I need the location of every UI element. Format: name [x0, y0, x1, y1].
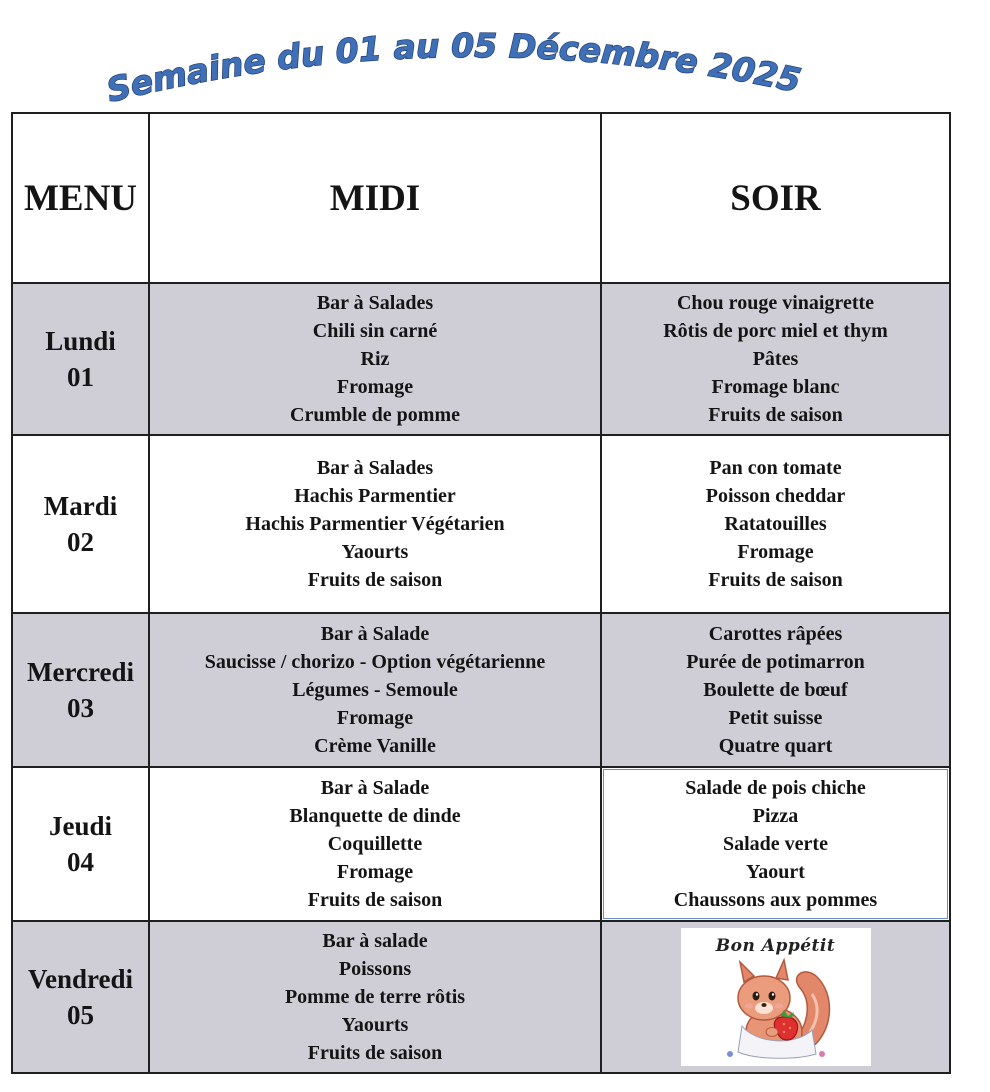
- day-row-lundi: [12, 283, 950, 435]
- menu-item: Purée de potimarron: [686, 651, 865, 673]
- menu-item: Petit suisse: [728, 707, 823, 729]
- week-title-text: [103, 26, 805, 110]
- menu-item: Pizza: [752, 805, 799, 827]
- menu-item: Saucisse / chorizo - Option végétarienne: [204, 651, 546, 673]
- soir-cell: [601, 283, 950, 435]
- menu-item: Fromage blanc: [711, 376, 840, 398]
- day-name: Jeudi: [48, 811, 113, 841]
- menu-item: Poissons: [338, 958, 412, 980]
- header-menu: MENU: [12, 113, 149, 283]
- soir-cell: [601, 435, 950, 613]
- menu-item: Pomme de terre rôtis: [284, 986, 466, 1008]
- day-name: Lundi: [45, 326, 116, 356]
- menu-item: Légumes - Semoule: [292, 679, 458, 701]
- menu-item: Blanquette de dinde: [289, 805, 461, 827]
- menu-item: Pâtes: [752, 348, 799, 370]
- menu-item: Fromage: [336, 376, 414, 398]
- header-row: [12, 113, 950, 283]
- menu-item: Poisson cheddar: [705, 485, 846, 507]
- day-number: 04: [67, 847, 94, 877]
- menu-item: Fromage: [336, 861, 414, 883]
- menu-item: Salade de pois chiche: [685, 777, 866, 799]
- menu-item: Hachis Parmentier: [294, 485, 456, 507]
- menu-item: Boulette de bœuf: [703, 679, 848, 701]
- header-soir: SOIR: [601, 113, 950, 283]
- menu-table: [11, 112, 951, 1074]
- soir-cell: [601, 613, 950, 767]
- squirrel-with-strawberry-icon: [716, 954, 836, 1062]
- menu-item: Fromage: [737, 541, 814, 563]
- menu-item: Fromage: [336, 707, 414, 729]
- menu-item: Fruits de saison: [307, 569, 443, 591]
- menu-item: Yaourts: [341, 541, 409, 563]
- day-row-vendredi: [12, 921, 950, 1073]
- menu-item: Chaussons aux pommes: [673, 889, 878, 911]
- menu-item: Bar à salade: [322, 930, 428, 952]
- day-row-mercredi: [12, 613, 950, 767]
- day-row-mardi: [12, 435, 950, 613]
- menu-item: Chou rouge vinaigrette: [676, 292, 875, 314]
- day-number: 02: [67, 527, 94, 557]
- menu-item: Quatre quart: [718, 735, 833, 757]
- sticker-label: Bon Appétit: [715, 936, 836, 956]
- midi-cell: [149, 921, 601, 1073]
- menu-item: Hachis Parmentier Végétarien: [245, 513, 505, 535]
- bon-appetit-sticker: [681, 928, 871, 1066]
- menu-item: Chili sin carné: [312, 320, 438, 342]
- week-title: [100, 20, 860, 120]
- menu-item: Bar à Salades: [316, 457, 434, 479]
- menu-item: Fruits de saison: [307, 889, 443, 911]
- menu-item: Pan con tomate: [709, 457, 842, 479]
- day-row-jeudi: [12, 767, 950, 921]
- day-name: Vendredi: [27, 964, 134, 994]
- menu-item: Carottes râpées: [708, 623, 843, 645]
- header-midi: MIDI: [149, 113, 601, 283]
- menu-item: Crème Vanille: [314, 735, 436, 757]
- week-title-path: Semaine du 01 au 05 Décembre 2025: [102, 25, 805, 110]
- day-number: 05: [67, 1000, 94, 1030]
- menu-item: Bar à Salade: [320, 777, 430, 799]
- menu-item: Crumble de pomme: [290, 404, 460, 426]
- midi-cell: [149, 767, 601, 921]
- day-name: Mercredi: [27, 657, 134, 687]
- menu-item: Yaourt: [746, 861, 805, 883]
- soir-cell-sticker: [601, 921, 950, 1073]
- soir-cell: [601, 767, 950, 921]
- week-title-art: [100, 20, 860, 120]
- menu-item: Riz: [360, 348, 390, 370]
- menu-item: Ratatouilles: [724, 513, 827, 535]
- midi-cell: [149, 613, 601, 767]
- menu-item: Rôtis de porc miel et thym: [663, 320, 888, 342]
- day-cell: [12, 767, 149, 921]
- day-number: 03: [67, 693, 94, 723]
- menu-item: Fruits de saison: [708, 569, 843, 591]
- menu-item: Yaourts: [341, 1014, 409, 1036]
- menu-item: Salade verte: [723, 833, 828, 855]
- menu-item: Bar à Salades: [316, 292, 434, 314]
- day-name: Mardi: [43, 491, 118, 521]
- day-cell: [12, 921, 149, 1073]
- menu-item: Coquillette: [327, 833, 423, 855]
- menu-item: Fruits de saison: [708, 404, 843, 426]
- midi-cell: [149, 435, 601, 613]
- midi-cell: [149, 283, 601, 435]
- day-cell: [12, 613, 149, 767]
- day-number: 01: [67, 362, 94, 392]
- day-cell: [12, 435, 149, 613]
- menu-item: Fruits de saison: [307, 1042, 443, 1064]
- day-cell: [12, 283, 149, 435]
- menu-item: Bar à Salade: [320, 623, 430, 645]
